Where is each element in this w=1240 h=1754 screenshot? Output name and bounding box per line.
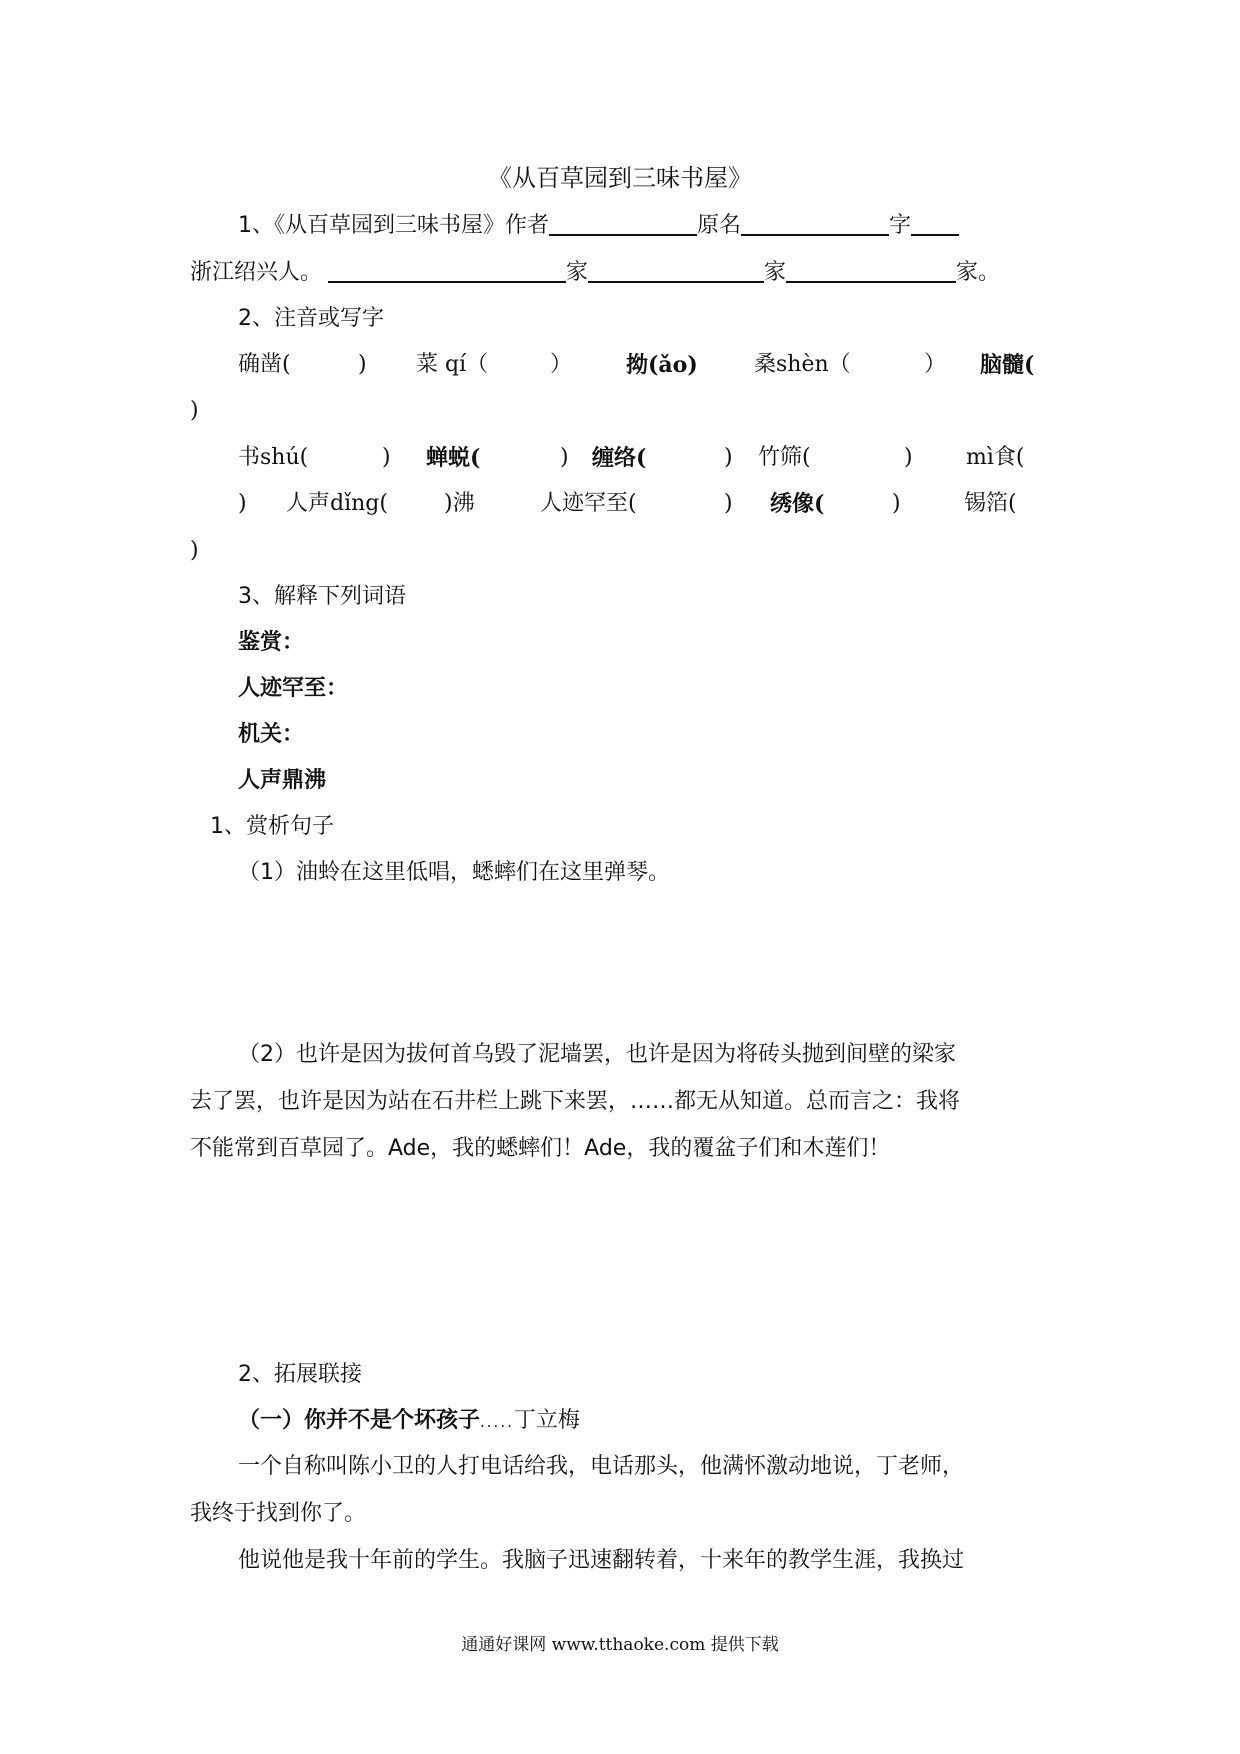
sentence-2-line3: 不能常到百草园了。Ade，我的蟋蟀们！Ade，我的覆盆子们和木莲们！: [190, 1136, 891, 1161]
term-renjihanzhi: 人迹罕至：: [238, 676, 349, 701]
identity-blank-1[interactable]: [328, 257, 566, 283]
paren-close: ): [724, 445, 733, 470]
pinyin-item-sangshen: 桑shèn（: [754, 352, 851, 377]
pinyin-item-renjihanzhi: 人迹罕至(: [540, 491, 637, 516]
pinyin-item-xibo: 锡箔(: [964, 491, 1017, 516]
paren-close: ): [560, 445, 569, 470]
courtesy-name-label: 字: [889, 213, 912, 238]
q2-row1-wrap: ): [190, 398, 199, 423]
q1-line1: [238, 210, 959, 241]
paren-close: ): [358, 352, 367, 377]
term-jiguan: 机关：: [238, 722, 305, 747]
page-title: 《从百草园到三味书屋》: [488, 164, 752, 192]
paren-close: ): [382, 445, 391, 470]
pinyin-item-ao: 拗(ǎo): [626, 352, 698, 378]
sentence-1: （1）油蛉在这里低唱，蟋蟀们在这里弹琴。: [238, 860, 670, 885]
author-blank[interactable]: [549, 210, 697, 236]
paragraph-2-line1: 他说他是我十年前的学生。我脑子迅速翻转着，十来年的教学生涯，我换过: [238, 1548, 965, 1573]
courtesy-name-blank[interactable]: [911, 210, 959, 236]
pinyin-item-shushu: 书shú(: [238, 445, 309, 470]
q1-line2: [190, 257, 1000, 288]
paren-close: ）: [924, 352, 947, 377]
title-dots: .....: [480, 1413, 514, 1431]
pinyin-item-chanluo: 缠络(: [592, 445, 647, 471]
q5-heading: 2、拓展联接: [238, 1362, 362, 1387]
paren-close: ): [238, 491, 247, 516]
paragraph-1-line1: 一个自称叫陈小卫的人打电话给我，电话那头，他满怀激动地说，丁老师，: [238, 1454, 965, 1479]
paren-close: ): [892, 491, 901, 516]
q2-heading: 2、注音或写字: [238, 306, 384, 331]
q3-heading: 3、解释下列词语: [238, 584, 406, 609]
q2-row3-wrap: ): [190, 538, 199, 563]
article-title: （一）你并不是个坏孩子: [238, 1408, 481, 1433]
original-name-label: 原名: [697, 213, 742, 238]
paren-close: ): [904, 445, 913, 470]
identity-blank-3[interactable]: [786, 257, 956, 283]
sentence-2-line2: 去了罢，也许是因为站在石井栏上跳下来罢，……都无从知道。总而言之：我将: [190, 1089, 961, 1114]
q1-prefix: 1、《从百草园到三味书屋》作者: [238, 213, 549, 238]
pinyin-item-dingfei: 人声dǐng(: [286, 491, 388, 516]
paragraph-1-line2: 我终于找到你了。: [190, 1501, 367, 1526]
pinyin-item-caiqi: 菜 qí（: [416, 352, 489, 377]
paren-close: )沸: [444, 491, 475, 516]
paren-close: ）: [550, 352, 573, 377]
identity-blank-2[interactable]: [588, 257, 764, 283]
q4-heading: 1、赏析句子: [210, 814, 334, 839]
article-author: 丁立梅: [513, 1408, 580, 1433]
jia-label-3: 家。: [956, 260, 1001, 285]
paren-close: ): [724, 491, 733, 516]
pinyin-item-chantui: 蝉蜕(: [426, 445, 481, 471]
jia-label-1: 家: [566, 260, 589, 285]
original-name-blank[interactable]: [741, 210, 889, 236]
article-heading: [238, 1406, 580, 1437]
term-jianshang: 鉴赏：: [238, 630, 305, 655]
pinyin-item-queza: 确凿(: [238, 352, 291, 377]
pinyin-item-mishi: mì食(: [966, 445, 1025, 470]
page-footer: 通通好课网 www.tthaoke.com 提供下载: [461, 1635, 779, 1655]
pinyin-item-xiuxiang: 绣像(: [770, 491, 825, 517]
q1-line2-start: 浙江绍兴人。: [190, 260, 323, 285]
sentence-2-line1: （2）也许是因为拔何首乌毁了泥墙罢，也许是因为将砖头抛到间壁的梁家: [238, 1042, 956, 1067]
term-renshengdingfei: 人声鼎沸: [238, 768, 327, 793]
pinyin-item-naosui: 脑髓(: [980, 352, 1035, 378]
pinyin-item-zhushai: 竹筛(: [758, 445, 811, 470]
jia-label-2: 家: [764, 260, 787, 285]
